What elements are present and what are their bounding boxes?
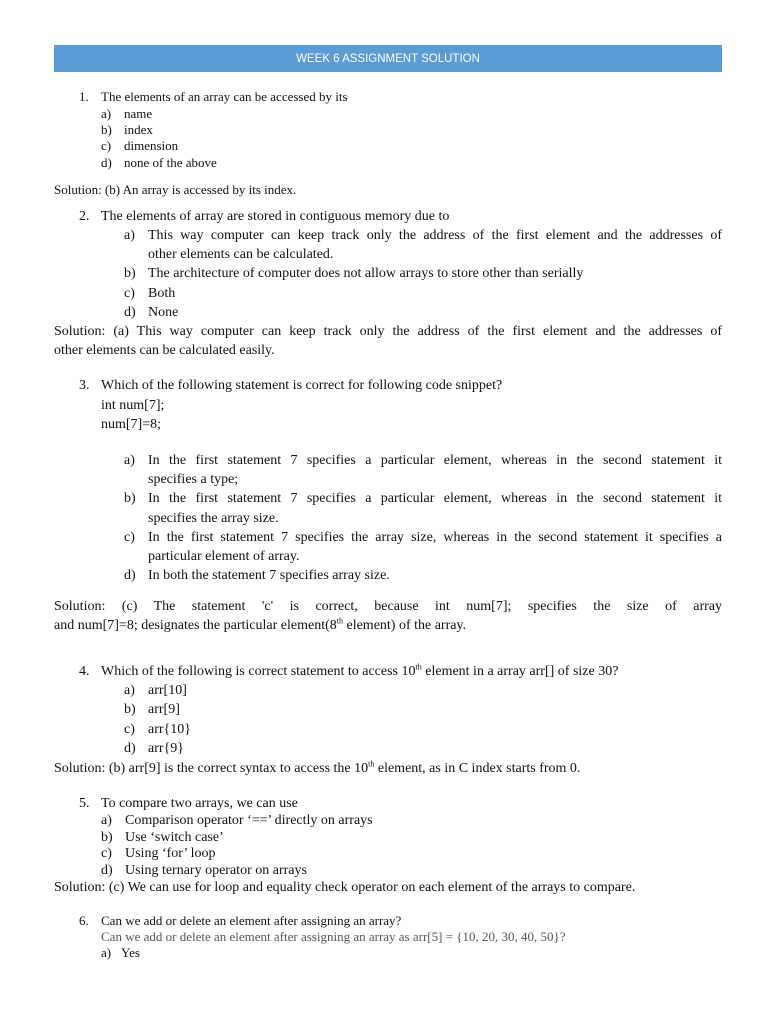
option-text: Both xyxy=(148,286,176,301)
question-text: The elements of an array can be accessed by its xyxy=(101,89,348,104)
page-title: WEEK 6 ASSIGNMENT SOLUTION xyxy=(296,52,480,65)
question-number: 1. xyxy=(79,89,89,104)
question-text: Which of the following is correct statement to access 10th element in a array arr[] of size 30? xyxy=(101,662,619,679)
question-number: 2. xyxy=(79,209,90,224)
solution-text: and num[7]=8; designates the particular element(8th element) of the array. xyxy=(54,616,467,633)
option-label: d) xyxy=(101,863,113,878)
solution-text: Solution: (c) We can use for loop and equality check operator on each element of the arrays to compare. xyxy=(54,880,636,895)
option-text: dimension xyxy=(124,138,179,153)
option-text: This way computer can keep track only the address of the first element and the addresses of xyxy=(148,228,722,243)
option-text: Using ternary operator on arrays xyxy=(125,863,307,878)
code-line: int num[7]; xyxy=(101,398,165,413)
option-label: c) xyxy=(124,286,135,301)
solution-text: Solution: (b) arr[9] is the correct syntax to access the 10th element, as in C index starts from 0. xyxy=(54,759,581,776)
option-text: particular element of array. xyxy=(148,549,300,564)
option-text: arr[10] xyxy=(148,683,187,698)
option-text: In the first statement 7 specifies a particular element, whereas in the second statement it xyxy=(148,491,722,506)
option-label: d) xyxy=(124,305,136,320)
option-text: None xyxy=(148,305,179,320)
option-text: name xyxy=(124,106,153,121)
option-text: In the first statement 7 specifies the array size, whereas in the second statement it specifies a xyxy=(148,530,722,545)
question-text: Can we add or delete an element after assigning an array? xyxy=(101,913,402,928)
option-label: d) xyxy=(124,568,136,583)
option-label: a) xyxy=(101,813,112,828)
option-label: c) xyxy=(124,530,135,545)
option-label: c) xyxy=(124,722,135,737)
question-subtext: Can we add or delete an element after assigning an array as arr[5] = {10, 20, 30, 40, 50}? xyxy=(101,929,566,944)
option-label: b) xyxy=(124,702,136,717)
solution-text: Solution: (a) This way computer can keep track only the address of the first element and the addresses of xyxy=(54,324,722,339)
option-text: The architecture of computer does not allow arrays to store other than serially xyxy=(148,266,584,281)
option-text: Using ‘for’ loop xyxy=(125,846,216,861)
question-number: 4. xyxy=(79,664,90,679)
option-text: index xyxy=(124,122,153,137)
option-label: a) xyxy=(124,228,135,243)
option-label: b) xyxy=(101,830,113,845)
option-text: specifies a type; xyxy=(148,472,239,487)
option-label: c) xyxy=(101,138,112,153)
option-label: b) xyxy=(124,266,136,281)
page-header-banner xyxy=(54,45,722,72)
question-number: 3. xyxy=(79,378,90,393)
option-label: a) xyxy=(101,945,112,960)
option-text: arr[9] xyxy=(148,702,180,717)
option-label: a) xyxy=(124,453,135,468)
option-text: arr{9} xyxy=(148,741,184,756)
solution-text: other elements can be calculated easily. xyxy=(54,343,275,358)
code-line: num[7]=8; xyxy=(101,417,161,432)
solution-text: Solution: (c) The statement 'c' is correct, because int num[7]; specifies the size of array xyxy=(54,599,722,614)
option-label: a) xyxy=(124,683,135,698)
option-label: d) xyxy=(124,741,136,756)
solution-text: Solution: (b) An array is accessed by its index. xyxy=(54,182,297,197)
option-label: b) xyxy=(101,122,112,137)
question-number: 5. xyxy=(79,796,90,811)
question-text: Which of the following statement is correct for following code snippet? xyxy=(101,378,503,393)
option-label: b) xyxy=(124,491,136,506)
question-text: The elements of array are stored in contiguous memory due to xyxy=(101,209,450,224)
option-text: In the first statement 7 specifies a particular element, whereas in the second statement it xyxy=(148,453,722,468)
option-text: Comparison operator ‘==’ directly on arrays xyxy=(125,813,373,828)
option-label: a) xyxy=(101,106,112,121)
option-text: In both the statement 7 specifies array size. xyxy=(148,568,390,583)
option-text: other elements can be calculated. xyxy=(148,247,334,262)
option-label: d) xyxy=(101,155,112,170)
option-text: Use ‘switch case’ xyxy=(125,830,224,845)
question-number: 6. xyxy=(79,913,89,928)
option-text: none of the above xyxy=(124,155,217,170)
option-label: c) xyxy=(101,846,112,861)
option-text: arr{10} xyxy=(148,722,191,737)
option-text: Yes xyxy=(121,945,140,960)
option-text: specifies the array size. xyxy=(148,511,279,526)
question-text: To compare two arrays, we can use xyxy=(101,796,298,811)
